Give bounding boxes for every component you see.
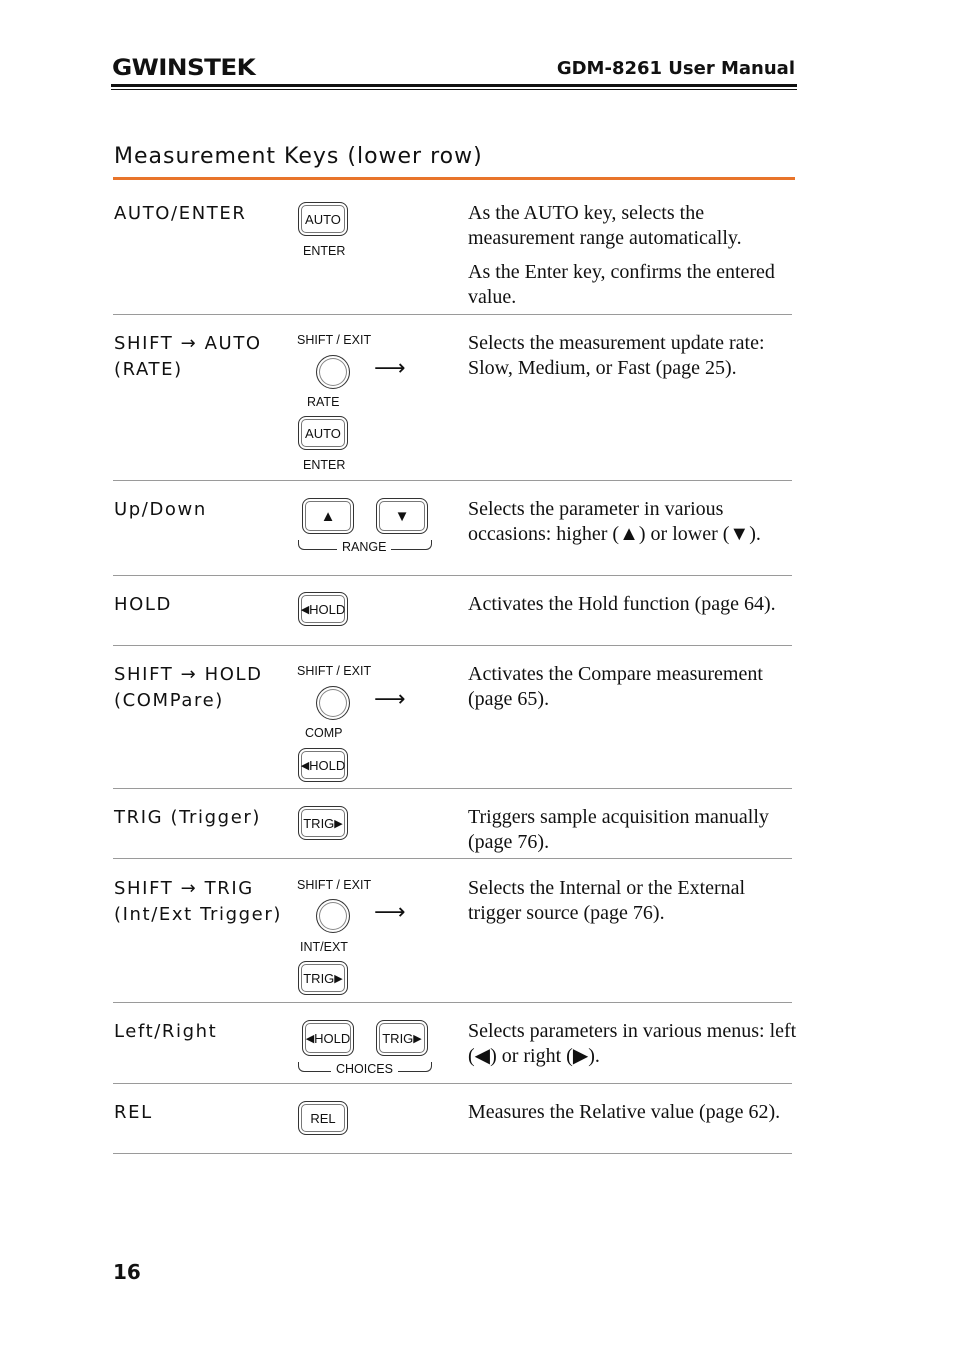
desc-paragraph: As the AUTO key, selects the measurement range automatically. <box>468 202 742 249</box>
key-text: TRIG <box>303 970 335 986</box>
int-ext-caption: INT/EXT <box>300 940 348 954</box>
rate-caption: RATE <box>307 395 340 409</box>
row-desc-left-right <box>468 1019 798 1069</box>
desc-paragraph: Selects the measurement update rate: Slow, Medium, or Fast (page 25). <box>468 332 765 379</box>
auto-key-icon: AUTO <box>298 202 348 236</box>
auto-key-icon: AUTO <box>298 416 348 450</box>
key-text: HOLD <box>309 757 346 773</box>
down-triangle-icon: ▼ <box>729 523 750 545</box>
enter-key-caption: ENTER <box>303 458 346 472</box>
row-divider <box>113 1083 792 1084</box>
shift-exit-caption: SHIFT / EXIT <box>297 333 372 347</box>
desc-paragraph: As the Enter key, confirms the entered value. <box>468 261 775 308</box>
hold-key-icon <box>302 1020 354 1056</box>
row-label-shift-trig <box>114 876 282 928</box>
right-triangle-icon: ▶ <box>334 817 343 830</box>
row-label-left-right <box>114 1019 217 1045</box>
page-number: 16 <box>113 1260 141 1284</box>
header-rule <box>111 84 797 87</box>
desc-text: Selects the parameter in various occasions: higher ( <box>468 498 724 545</box>
trig-key-icon <box>298 806 348 840</box>
trig-key-icon <box>298 961 348 995</box>
right-triangle-icon: ▶ <box>413 1032 422 1045</box>
rel-key-icon: REL <box>298 1101 348 1135</box>
row-desc-shift-auto <box>468 331 798 381</box>
row-desc-trig <box>468 805 798 855</box>
shift-knob-icon <box>316 355 350 389</box>
desc-text: ). <box>588 1045 600 1067</box>
left-triangle-icon: ◀ <box>300 603 310 616</box>
desc-text: Selects parameters in various menus: left ( <box>468 1020 797 1067</box>
label-line: (COMPare) <box>114 690 224 711</box>
desc-text: ) or right ( <box>490 1045 573 1067</box>
row-label-up-down <box>114 497 207 523</box>
desc-paragraph <box>468 497 798 547</box>
row-divider <box>113 858 792 859</box>
desc-paragraph: Activates the Compare measurement (page 65). <box>468 663 763 710</box>
gwinstek-logo: GWINSTEK <box>112 56 256 81</box>
right-arrow-icon: ⟶ <box>374 900 406 925</box>
desc-paragraph: Measures the Relative value (page 62). <box>468 1101 781 1123</box>
manual-title: GDM-8261 User Manual <box>556 58 795 79</box>
left-triangle-icon: ◀ <box>300 759 310 772</box>
row-desc-shift-trig <box>468 876 798 926</box>
row-desc-shift-hold <box>468 662 798 712</box>
row-desc-hold <box>468 592 798 617</box>
shift-knob-icon <box>316 899 350 933</box>
right-arrow-icon: ⟶ <box>374 687 406 712</box>
row-desc-auto-enter <box>468 201 798 310</box>
label-line: SHIFT → TRIG <box>114 878 254 899</box>
left-triangle-icon: ◀ <box>305 1032 315 1045</box>
enter-key-caption: ENTER <box>303 244 346 258</box>
row-divider <box>113 575 792 576</box>
down-key-icon: ▼ <box>376 498 428 534</box>
row-label-auto-enter <box>114 201 246 227</box>
section-title: Measurement Keys (lower row) <box>114 144 483 169</box>
key-text: TRIG <box>303 815 335 831</box>
hold-key-icon <box>298 592 348 626</box>
row-label-shift-auto <box>114 331 262 383</box>
label-line: (RATE) <box>114 359 183 380</box>
label-line: Left/Right <box>114 1021 218 1042</box>
desc-text: ). <box>749 523 761 545</box>
label-line: SHIFT → HOLD <box>114 664 263 685</box>
row-label-rel <box>114 1100 153 1126</box>
desc-paragraph: Activates the Hold function (page 64). <box>468 593 776 615</box>
desc-paragraph <box>468 1019 798 1069</box>
right-triangle-icon: ▶ <box>334 972 343 985</box>
trig-key-icon <box>376 1020 428 1056</box>
shift-knob-icon <box>316 686 350 720</box>
desc-paragraph: Triggers sample acquisition manually (page 76). <box>468 806 769 853</box>
label-line: (Int/Ext Trigger) <box>114 904 282 925</box>
label-line: Up/Down <box>114 499 207 520</box>
label-line: HOLD <box>114 594 172 615</box>
row-label-hold <box>114 592 172 618</box>
row-divider <box>113 480 792 481</box>
right-arrow-icon: ⟶ <box>374 356 406 381</box>
left-triangle-icon: ◀ <box>474 1045 491 1067</box>
desc-paragraph: Selects the Internal or the External trigger source (page 76). <box>468 877 746 924</box>
up-triangle-icon: ▲ <box>619 523 639 545</box>
row-desc-up-down <box>468 497 798 547</box>
row-label-shift-hold <box>114 662 263 714</box>
label-line: AUTO/ENTER <box>114 203 247 224</box>
row-divider <box>113 1002 792 1003</box>
row-divider <box>113 1153 792 1154</box>
shift-exit-caption: SHIFT / EXIT <box>297 878 372 892</box>
choices-caption: CHOICES <box>331 1062 398 1076</box>
shift-exit-caption: SHIFT / EXIT <box>297 664 372 678</box>
right-triangle-icon: ▶ <box>572 1045 589 1067</box>
label-line: REL <box>114 1102 153 1123</box>
header-rule-thin <box>111 89 797 90</box>
range-caption: RANGE <box>337 540 391 554</box>
section-rule <box>113 177 795 180</box>
row-divider <box>113 645 792 646</box>
row-desc-rel <box>468 1100 798 1125</box>
comp-caption: COMP <box>305 726 343 740</box>
row-label-trig <box>114 805 261 831</box>
hold-key-icon <box>298 748 348 782</box>
desc-text: ) or lower ( <box>638 523 730 545</box>
label-line: TRIG (Trigger) <box>114 807 262 828</box>
key-text: HOLD <box>309 601 346 617</box>
up-key-icon: ▲ <box>302 498 354 534</box>
row-divider <box>113 788 792 789</box>
row-divider <box>113 314 792 315</box>
key-text: HOLD <box>314 1030 351 1046</box>
label-line: SHIFT → AUTO <box>114 333 262 354</box>
key-text: TRIG <box>382 1030 414 1046</box>
